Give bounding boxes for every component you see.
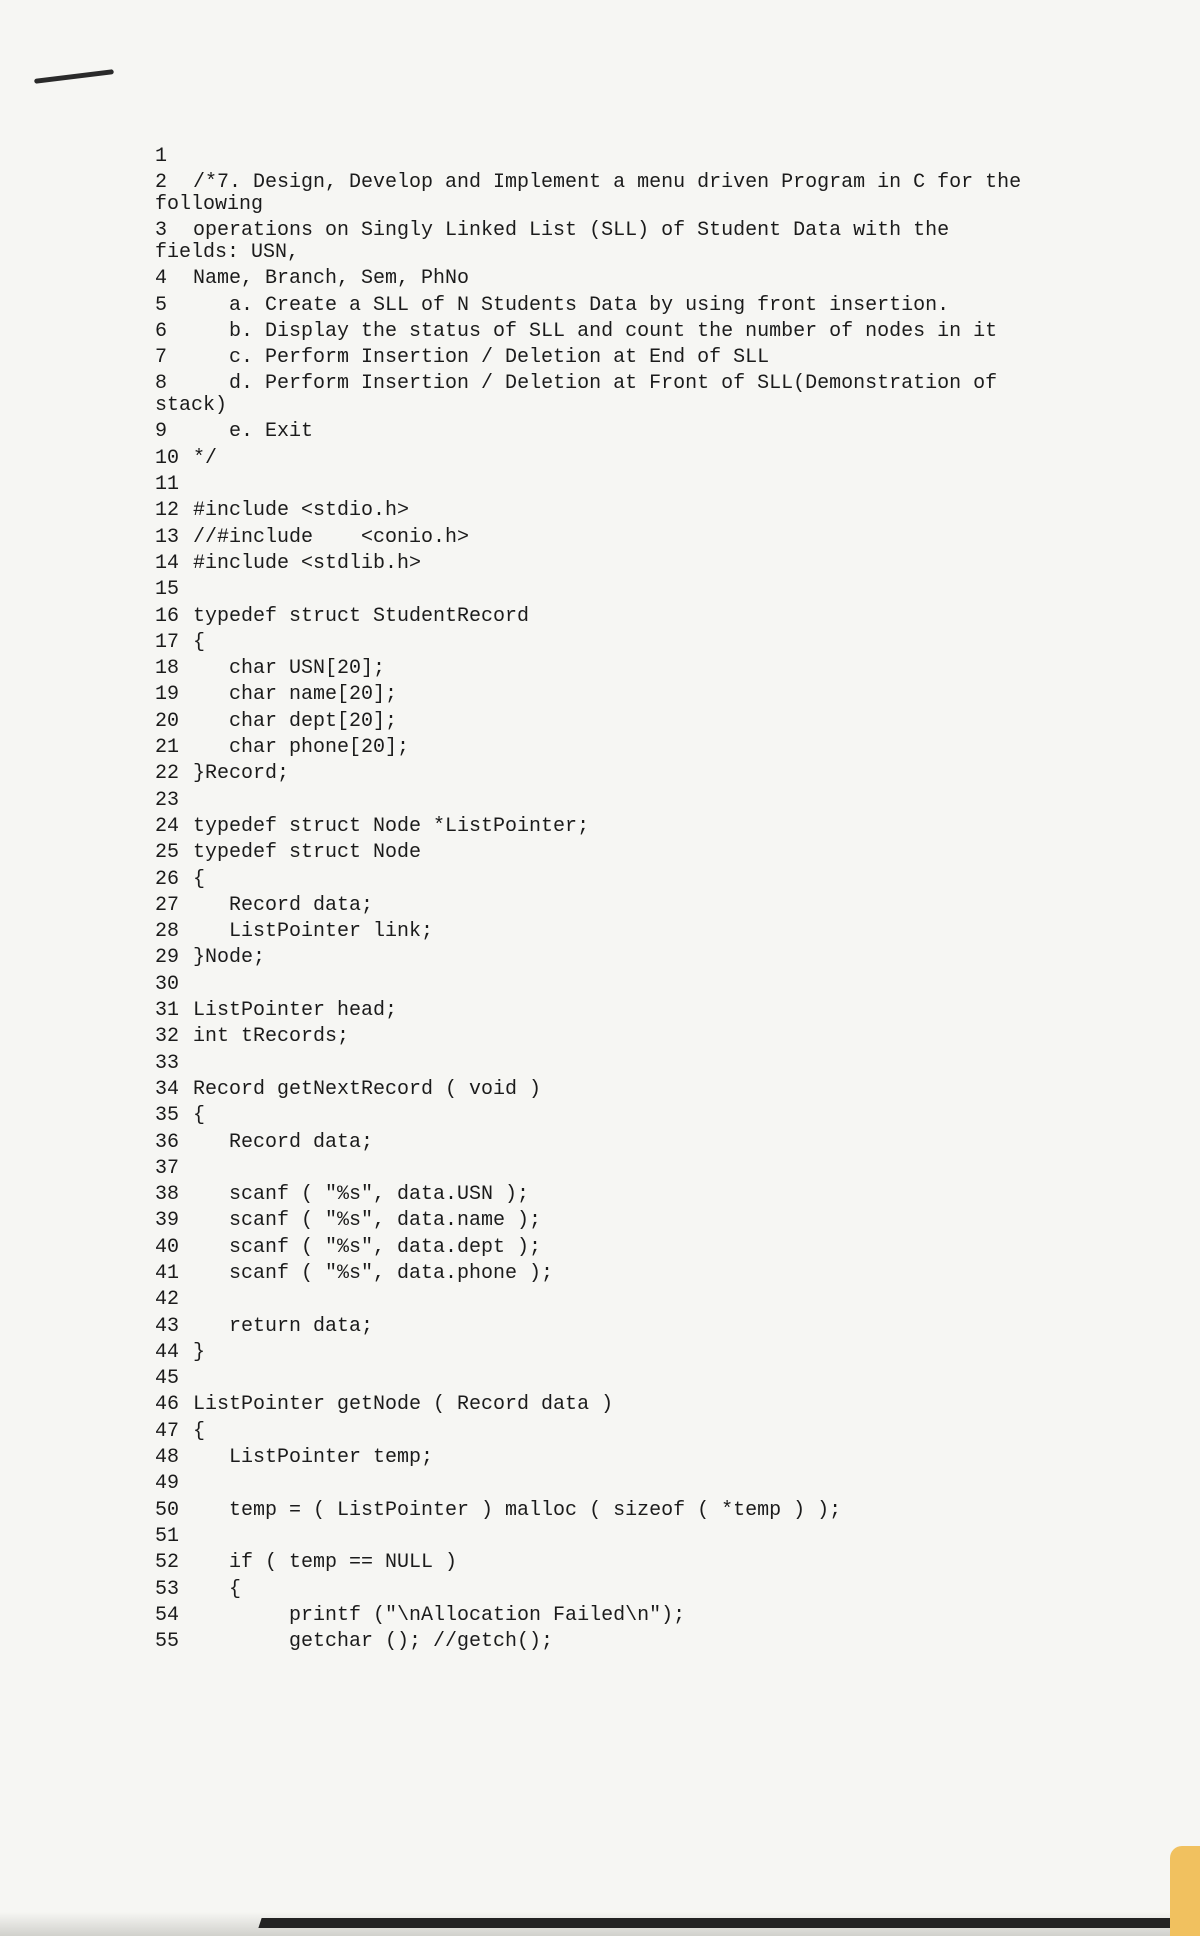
line-text <box>193 527 1055 549</box>
line-text <box>193 1552 1055 1574</box>
code-line-50 <box>155 1500 1055 1526</box>
line-text-main: temp = ( ListPointer ) malloc ( sizeof ( *temp ) ); <box>193 1498 842 1522</box>
line-text <box>193 1447 1055 1469</box>
line-text <box>193 763 1055 785</box>
line-number: 13 <box>155 525 180 549</box>
line-number: 53 <box>155 1577 180 1601</box>
line-text-wrap: stack) <box>155 394 228 418</box>
line-text <box>193 816 1055 838</box>
line-number: 32 <box>155 1025 180 1049</box>
line-text <box>193 1000 1055 1022</box>
line-text-main: Name, Branch, Sem, PhNo <box>193 267 470 291</box>
line-text-main: Record data; <box>193 1130 374 1154</box>
line-text-main: Record getNextRecord ( void ) <box>193 1077 542 1101</box>
line-number: 31 <box>155 999 180 1023</box>
line-text <box>193 1237 1055 1259</box>
line-text-main: typedef struct Node <box>193 841 422 865</box>
line-number: 1 <box>155 145 168 168</box>
code-line-9 <box>155 421 1055 447</box>
line-text <box>193 1079 1055 1101</box>
code-line-20 <box>155 711 1055 737</box>
line-text-main: b. Display the status of SLL and count the number of nodes in it <box>193 319 998 343</box>
line-text-main: char dept[20]; <box>193 709 398 733</box>
line-number: 36 <box>155 1130 180 1154</box>
line-text <box>193 500 1055 522</box>
code-line-45 <box>155 1368 1055 1394</box>
line-number: 52 <box>155 1551 180 1575</box>
code-line-53 <box>155 1579 1055 1605</box>
code-line-27 <box>155 895 1055 921</box>
code-line-6 <box>155 321 1055 347</box>
code-line-1 <box>155 146 1055 172</box>
line-text-main: char phone[20]; <box>193 736 410 760</box>
line-text <box>193 1394 1055 1416</box>
line-text <box>193 1210 1055 1232</box>
line-number: 12 <box>155 499 180 523</box>
line-number: 37 <box>155 1156 180 1180</box>
line-number: 35 <box>155 1104 180 1128</box>
code-line-43 <box>155 1316 1055 1342</box>
code-line-37 <box>155 1158 1055 1184</box>
code-line-49 <box>155 1473 1055 1499</box>
line-text <box>193 684 1055 706</box>
line-number: 43 <box>155 1314 180 1338</box>
line-number: 25 <box>155 841 180 865</box>
line-text <box>193 1026 1055 1048</box>
line-text <box>193 1342 1055 1364</box>
line-text <box>193 1263 1055 1285</box>
code-line-40 <box>155 1237 1055 1263</box>
line-number: 54 <box>155 1603 180 1627</box>
line-text <box>193 295 1055 317</box>
code-line-29 <box>155 947 1055 973</box>
line-text <box>193 1105 1055 1127</box>
line-text <box>193 1500 1055 1522</box>
line-text <box>193 1579 1055 1601</box>
line-text <box>193 658 1055 680</box>
code-line-32 <box>155 1026 1055 1052</box>
line-number: 24 <box>155 814 180 838</box>
line-text-main: }Node; <box>193 946 266 970</box>
code-line-21 <box>155 737 1055 763</box>
line-text-main: Record data; <box>193 893 374 917</box>
code-line-48 <box>155 1447 1055 1473</box>
line-text-main: if ( temp == NULL ) <box>193 1551 458 1575</box>
line-number: 49 <box>155 1472 180 1496</box>
pen-mark <box>34 69 114 84</box>
line-number: 15 <box>155 578 180 602</box>
line-text-main: #include <stdlib.h> <box>193 551 422 575</box>
line-text-main: scanf ( "%s", data.dept ); <box>193 1235 542 1259</box>
line-number: 34 <box>155 1077 180 1101</box>
line-number: 44 <box>155 1340 180 1364</box>
code-line-38 <box>155 1184 1055 1210</box>
line-text-main: */ <box>193 446 218 470</box>
line-text <box>193 711 1055 733</box>
line-text-main: ListPointer link; <box>193 920 434 944</box>
page-bottom-edge <box>258 1918 1200 1928</box>
line-number: 19 <box>155 683 180 707</box>
line-text-main: d. Perform Insertion / Deletion at Front of SLL(Demonstration of <box>193 372 998 396</box>
line-text-main: #include <stdio.h> <box>193 499 410 523</box>
code-line-18 <box>155 658 1055 684</box>
line-text <box>193 1316 1055 1338</box>
line-text-main: scanf ( "%s", data.name ); <box>193 1209 542 1233</box>
line-text-main: /*7. Design, Develop and Implement a menu driven Program in C for the <box>193 171 1022 195</box>
line-text-wrap: fields: USN, <box>155 241 300 265</box>
code-line-16 <box>155 606 1055 632</box>
line-number: 42 <box>155 1288 180 1312</box>
line-text-main: //#include <conio.h> <box>193 525 470 549</box>
line-text-main: printf ("\nAllocation Failed\n"); <box>193 1603 686 1627</box>
line-text <box>193 1605 1055 1627</box>
line-text <box>193 421 1055 443</box>
code-line-51 <box>155 1526 1055 1552</box>
code-line-24 <box>155 816 1055 842</box>
line-number: 47 <box>155 1419 180 1443</box>
code-line-30 <box>155 974 1055 1000</box>
line-number: 38 <box>155 1183 180 1207</box>
code-line-3 <box>155 220 1055 268</box>
line-number: 46 <box>155 1393 180 1417</box>
line-text <box>193 1184 1055 1206</box>
code-line-25 <box>155 842 1055 868</box>
code-line-26 <box>155 869 1055 895</box>
line-number: 4 <box>155 267 168 291</box>
line-text <box>193 842 1055 864</box>
line-text-main: { <box>193 1419 206 1443</box>
line-text-main: typedef struct Node *ListPointer; <box>193 814 590 838</box>
code-line-44 <box>155 1342 1055 1368</box>
line-number: 41 <box>155 1261 180 1285</box>
line-number: 14 <box>155 551 180 575</box>
line-text <box>193 448 1055 470</box>
code-line-2 <box>155 172 1055 220</box>
line-number: 30 <box>155 972 180 996</box>
line-number: 40 <box>155 1235 180 1259</box>
code-line-42 <box>155 1289 1055 1315</box>
line-number: 22 <box>155 762 180 786</box>
line-text <box>193 268 1055 290</box>
code-line-54 <box>155 1605 1055 1631</box>
line-text <box>193 921 1055 943</box>
line-text-main: c. Perform Insertion / Deletion at End of SLL <box>193 346 770 370</box>
line-text-main: char name[20]; <box>193 683 398 707</box>
code-line-12 <box>155 500 1055 526</box>
code-line-15 <box>155 579 1055 605</box>
line-number: 16 <box>155 604 180 628</box>
code-line-46 <box>155 1394 1055 1420</box>
line-number: 27 <box>155 893 180 917</box>
code-line-10 <box>155 448 1055 474</box>
code-line-19 <box>155 684 1055 710</box>
line-text <box>193 347 1055 369</box>
line-text <box>155 372 1055 418</box>
line-number: 6 <box>155 319 168 343</box>
code-line-8 <box>155 373 1055 421</box>
code-line-5 <box>155 295 1055 321</box>
line-text-main: } <box>193 1340 206 1364</box>
line-number: 28 <box>155 920 180 944</box>
line-number: 39 <box>155 1209 180 1233</box>
line-text <box>193 869 1055 891</box>
line-number: 8 <box>155 372 168 396</box>
line-text-wrap: following <box>155 193 264 217</box>
code-line-7 <box>155 347 1055 373</box>
line-text-main: }Record; <box>193 762 290 786</box>
line-number: 18 <box>155 657 180 681</box>
line-number: 45 <box>155 1367 180 1391</box>
line-text <box>193 1421 1055 1443</box>
line-text-main: scanf ( "%s", data.USN ); <box>193 1183 530 1207</box>
line-number: 11 <box>155 473 180 497</box>
line-text-main: { <box>193 1104 206 1128</box>
line-text-main: char USN[20]; <box>193 657 386 681</box>
line-number: 3 <box>155 219 168 243</box>
line-text-main: getchar (); //getch(); <box>193 1630 554 1654</box>
line-text-main: e. Exit <box>193 420 314 444</box>
line-number: 17 <box>155 630 180 654</box>
line-number: 21 <box>155 736 180 760</box>
line-text <box>193 321 1055 343</box>
line-text <box>155 219 1055 265</box>
line-text <box>193 553 1055 575</box>
code-line-22 <box>155 763 1055 789</box>
line-text-main: { <box>193 1577 242 1601</box>
line-text-main: a. Create a SLL of N Students Data by using front insertion. <box>193 293 950 317</box>
code-line-31 <box>155 1000 1055 1026</box>
code-line-28 <box>155 921 1055 947</box>
line-text <box>193 1132 1055 1154</box>
code-line-11 <box>155 474 1055 500</box>
line-text <box>193 606 1055 628</box>
line-text <box>193 1631 1055 1653</box>
line-text-main: int tRecords; <box>193 1025 350 1049</box>
code-line-23 <box>155 790 1055 816</box>
line-text <box>193 737 1055 759</box>
line-text-main: operations on Singly Linked List (SLL) of Student Data with the <box>193 219 950 243</box>
line-number: 50 <box>155 1498 180 1522</box>
line-text <box>155 171 1055 217</box>
line-number: 51 <box>155 1524 180 1548</box>
line-text-main: ListPointer head; <box>193 999 398 1023</box>
code-line-13 <box>155 527 1055 553</box>
line-text-main: return data; <box>193 1314 374 1338</box>
line-number: 26 <box>155 867 180 891</box>
line-number: 9 <box>155 420 168 444</box>
line-number: 10 <box>155 446 180 470</box>
code-line-34 <box>155 1079 1055 1105</box>
code-line-4 <box>155 268 1055 294</box>
code-line-35 <box>155 1105 1055 1131</box>
code-line-17 <box>155 632 1055 658</box>
line-number: 20 <box>155 709 180 733</box>
line-number: 7 <box>155 346 168 370</box>
line-number: 33 <box>155 1051 180 1075</box>
line-number: 2 <box>155 171 168 195</box>
code-line-39 <box>155 1210 1055 1236</box>
line-text-main: ListPointer getNode ( Record data ) <box>193 1393 614 1417</box>
line-text <box>193 632 1055 654</box>
line-text-main: { <box>193 867 206 891</box>
corner-tab <box>1170 1846 1200 1936</box>
code-line-14 <box>155 553 1055 579</box>
code-listing <box>155 146 1055 1657</box>
line-number: 23 <box>155 788 180 812</box>
code-line-55 <box>155 1631 1055 1657</box>
code-line-33 <box>155 1053 1055 1079</box>
line-number: 29 <box>155 946 180 970</box>
line-text <box>193 947 1055 969</box>
line-number: 55 <box>155 1630 180 1654</box>
line-text <box>193 895 1055 917</box>
line-number: 48 <box>155 1446 180 1470</box>
line-text-main: { <box>193 630 206 654</box>
code-line-52 <box>155 1552 1055 1578</box>
line-number: 5 <box>155 293 168 317</box>
code-line-41 <box>155 1263 1055 1289</box>
line-text-main: ListPointer temp; <box>193 1446 434 1470</box>
line-text-main: typedef struct StudentRecord <box>193 604 530 628</box>
code-line-47 <box>155 1421 1055 1447</box>
line-text-main: scanf ( "%s", data.phone ); <box>193 1261 554 1285</box>
code-line-36 <box>155 1132 1055 1158</box>
